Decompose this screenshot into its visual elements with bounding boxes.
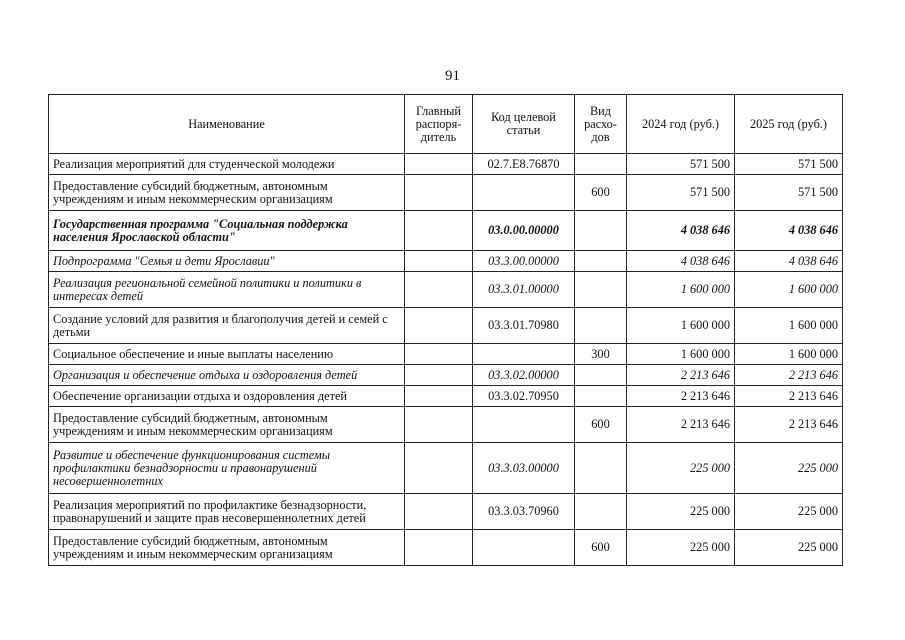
cell-name: Реализация мероприятий для студенческой молодежи <box>49 154 405 175</box>
cell-2024: 225 000 <box>627 443 735 494</box>
table-row <box>49 386 843 407</box>
cell-code: 03.3.02.70950 <box>473 386 575 407</box>
cell-2025: 1 600 000 <box>735 344 843 365</box>
cell-2024: 4 038 646 <box>627 251 735 272</box>
cell-2024: 4 038 646 <box>627 211 735 251</box>
table-row <box>49 251 843 272</box>
cell-2025: 571 500 <box>735 154 843 175</box>
table-row <box>49 407 843 443</box>
cell-2025: 1 600 000 <box>735 272 843 308</box>
cell-expense-type <box>575 211 627 251</box>
cell-manager <box>405 154 473 175</box>
table-row <box>49 308 843 344</box>
cell-2024: 571 500 <box>627 175 735 211</box>
cell-code <box>473 344 575 365</box>
cell-2025: 2 213 646 <box>735 365 843 386</box>
cell-manager <box>405 386 473 407</box>
cell-expense-type: 600 <box>575 407 627 443</box>
cell-code: 03.3.02.00000 <box>473 365 575 386</box>
header-manager: Главный распоря-дитель <box>405 95 473 154</box>
header-2024: 2024 год (руб.) <box>627 95 735 154</box>
cell-name: Предоставление субсидий бюджетным, автономным учреждениям и иным некоммерческим организациям <box>49 530 405 566</box>
cell-manager <box>405 211 473 251</box>
cell-manager <box>405 407 473 443</box>
cell-expense-type: 600 <box>575 175 627 211</box>
cell-name: Реализация региональной семейной политики и политики в интересах детей <box>49 272 405 308</box>
cell-name: Предоставление субсидий бюджетным, автономным учреждениям и иным некоммерческим организациям <box>49 407 405 443</box>
table-row <box>49 365 843 386</box>
cell-manager <box>405 251 473 272</box>
table-row <box>49 443 843 494</box>
header-name: Наименование <box>49 95 405 154</box>
cell-name: Государственная программа "Социальная поддержка населения Ярославской области" <box>49 211 405 251</box>
cell-name: Организация и обеспечение отдыха и оздоровления детей <box>49 365 405 386</box>
cell-code: 02.7.E8.76870 <box>473 154 575 175</box>
page-number: 91 <box>445 68 460 84</box>
table-header <box>49 95 843 154</box>
cell-2025: 4 038 646 <box>735 211 843 251</box>
table-row <box>49 154 843 175</box>
cell-manager <box>405 443 473 494</box>
cell-2024: 2 213 646 <box>627 365 735 386</box>
cell-2025: 1 600 000 <box>735 308 843 344</box>
cell-code: 03.0.00.00000 <box>473 211 575 251</box>
cell-manager <box>405 494 473 530</box>
table-row <box>49 175 843 211</box>
cell-code: 03.3.03.00000 <box>473 443 575 494</box>
cell-2024: 1 600 000 <box>627 308 735 344</box>
cell-2025: 2 213 646 <box>735 407 843 443</box>
cell-expense-type <box>575 386 627 407</box>
cell-name: Социальное обеспечение и иные выплаты населению <box>49 344 405 365</box>
cell-manager <box>405 308 473 344</box>
cell-expense-type: 300 <box>575 344 627 365</box>
cell-name: Развитие и обеспечение функционирования системы профилактики безнадзорности и правонарушений несовершеннолетних <box>49 443 405 494</box>
table-row <box>49 530 843 566</box>
cell-expense-type <box>575 365 627 386</box>
cell-2024: 571 500 <box>627 154 735 175</box>
cell-expense-type <box>575 494 627 530</box>
header-row <box>49 95 843 154</box>
cell-code <box>473 407 575 443</box>
cell-2024: 225 000 <box>627 494 735 530</box>
cell-name: Предоставление субсидий бюджетным, автономным учреждениям и иным некоммерческим организациям <box>49 175 405 211</box>
cell-2025: 225 000 <box>735 530 843 566</box>
header-2025: 2025 год (руб.) <box>735 95 843 154</box>
cell-expense-type <box>575 443 627 494</box>
cell-name: Реализация мероприятий по профилактике безнадзорности, правонарушений и защите прав несовершеннолетних детей <box>49 494 405 530</box>
cell-code: 03.3.01.00000 <box>473 272 575 308</box>
cell-name: Подпрограмма "Семья и дети Ярославии" <box>49 251 405 272</box>
cell-expense-type: 600 <box>575 530 627 566</box>
cell-expense-type <box>575 154 627 175</box>
cell-manager <box>405 175 473 211</box>
cell-expense-type <box>575 308 627 344</box>
table-row <box>49 272 843 308</box>
cell-2025: 225 000 <box>735 494 843 530</box>
cell-2024: 1 600 000 <box>627 272 735 308</box>
cell-code: 03.3.01.70980 <box>473 308 575 344</box>
table-body <box>49 154 843 566</box>
cell-code <box>473 530 575 566</box>
cell-manager <box>405 344 473 365</box>
cell-name: Создание условий для развития и благополучия детей и семей с детьми <box>49 308 405 344</box>
header-expense-type: Вид расхо-дов <box>575 95 627 154</box>
cell-2025: 4 038 646 <box>735 251 843 272</box>
table-row <box>49 211 843 251</box>
cell-expense-type <box>575 272 627 308</box>
cell-2024: 2 213 646 <box>627 386 735 407</box>
cell-code: 03.3.03.70960 <box>473 494 575 530</box>
cell-manager <box>405 272 473 308</box>
header-code: Код целевой статьи <box>473 95 575 154</box>
cell-2025: 2 213 646 <box>735 386 843 407</box>
cell-manager <box>405 530 473 566</box>
cell-2024: 225 000 <box>627 530 735 566</box>
cell-2024: 2 213 646 <box>627 407 735 443</box>
cell-expense-type <box>575 251 627 272</box>
cell-manager <box>405 365 473 386</box>
cell-code: 03.3.00.00000 <box>473 251 575 272</box>
cell-2025: 225 000 <box>735 443 843 494</box>
cell-code <box>473 175 575 211</box>
table-row <box>49 494 843 530</box>
budget-table <box>48 94 843 566</box>
cell-2024: 1 600 000 <box>627 344 735 365</box>
table-row <box>49 344 843 365</box>
cell-name: Обеспечение организации отдыха и оздоровления детей <box>49 386 405 407</box>
cell-2025: 571 500 <box>735 175 843 211</box>
